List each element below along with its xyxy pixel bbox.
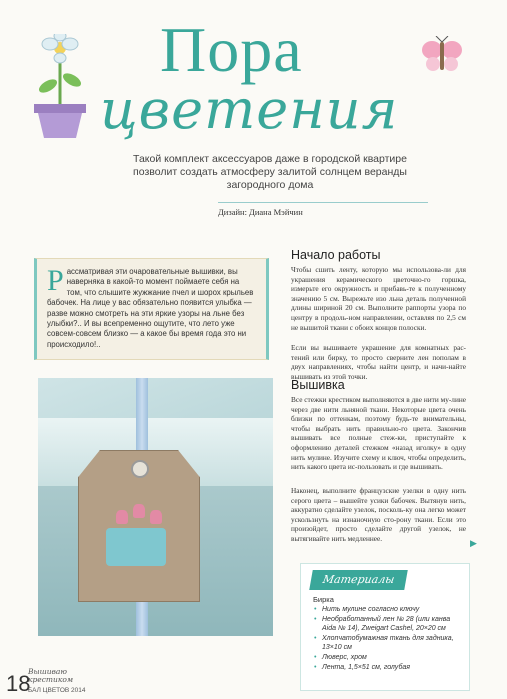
list-item: • Необработанный лен № 28 (или канва Aida № 14), Zweigart Cashel, 20×20 см <box>313 615 463 634</box>
butterfly-stitch-icon <box>420 36 464 76</box>
page-number: 18 <box>6 671 31 696</box>
photo-watering-can <box>106 528 166 566</box>
materials-box <box>300 563 470 691</box>
photo-tulip <box>116 510 128 524</box>
photo-tulip <box>133 504 145 518</box>
section-heading-embroidery: Вышивка <box>291 378 345 392</box>
subtitle: Такой комплект аксессуаров даже в городской квартире позволит создать атмосферу залитой солнцем веранды загородного дома <box>133 153 407 191</box>
list-item: • Лента, 1,5×51 см, голубая <box>313 663 463 673</box>
magazine-logo: Вышиваю крестиком <box>28 667 74 684</box>
continue-arrow-icon: ▶ <box>470 539 477 549</box>
divider <box>218 202 428 203</box>
list-item: • Нить мулине согласно ключу <box>313 605 463 615</box>
section-embroidery-p1: Все стежки крестиком выполняются в две нити му-лине через две нити льняной ткани. Некоторые цвета очень близки по оттенкам, поэтому будь-те внимательны, чтобы выбрать нить правильно-го цвета. Закончив вышивать все полные стеж-ки, приступайте к оформлению деталей стежком «назад иголку» в одну нить мулине. Изучите схему и ключ, чтобы определить, нить какого цвета ис-пользовать и где вышивать. <box>291 395 466 472</box>
photo-gift-tag <box>38 378 273 636</box>
materials-subheading: Бирка <box>313 595 334 604</box>
section-start-p1: Чтобы сшить ленту, которую мы использова-ли для украшения керамического цветочно-го горшка, измерьте его окружность и прибавь-те к полученному значению 5 см. Вырежьте изо льна деталь полученной длины шириной 20 см. Выполните раппорты узора по центру в продоль-ном направлении, оставляя по 2,5 см не вышитой ткани с обоих концов полоски. <box>291 265 466 332</box>
title-line-1: Пора <box>160 14 303 85</box>
title-line-2: цветения <box>100 78 399 141</box>
section-heading-start: Начало работы <box>291 248 381 262</box>
materials-list <box>313 605 463 672</box>
list-item: • Люверс, хром <box>313 653 463 663</box>
photo-grommet <box>131 460 149 478</box>
design-credit: Дизайн: Диана Мэйчин <box>218 207 303 217</box>
section-start-p2: Если вы вышиваете украшение для комнатных рас-тений или бирку, то просто сверните лен пополам в двух направлениях, чтобы найти центр, и начи-найте вышивать из этой точки. <box>291 343 466 381</box>
photo-tulip <box>150 510 162 524</box>
intro-text: ассматривая эти очаровательные вышивки, вы наверняка в какой-то момент поймаете себя на том, что слышите жужжание пчел и шорох крыльев бабочек. На лице у вас обязательно появится улыбка — разве можно смотреть на эти яркие узоры на льне без улыбки?.. И вы всепременно ощутите, что лето уже совсем-совсем близко — а какое бы время года это ни происходило!.. <box>47 267 254 349</box>
intro-box <box>34 258 269 360</box>
issue-name: БАЛ ЦВЕТОВ 2014 <box>28 687 86 694</box>
flowerpot-stitch-icon <box>28 34 92 138</box>
list-item: • Хлопчатобумажная ткань для задника, 13×10 см <box>313 634 463 653</box>
materials-heading: Материалы <box>309 570 408 590</box>
intro-dropcap: Р <box>47 264 64 297</box>
section-embroidery-p2: Наконец, выполните французские узелки в одну нить серого цвета – вышейте усики бабочек. Вытянув нить, аккуратно сделайте узелок, посколь-ку она легко может ускользнуть на изнаночную сто-рону ткани. Если это произойдет, просто сделайте другой узелок, не вытягивайте нить медленнее. <box>291 486 466 543</box>
intro-paragraph <box>47 264 256 350</box>
